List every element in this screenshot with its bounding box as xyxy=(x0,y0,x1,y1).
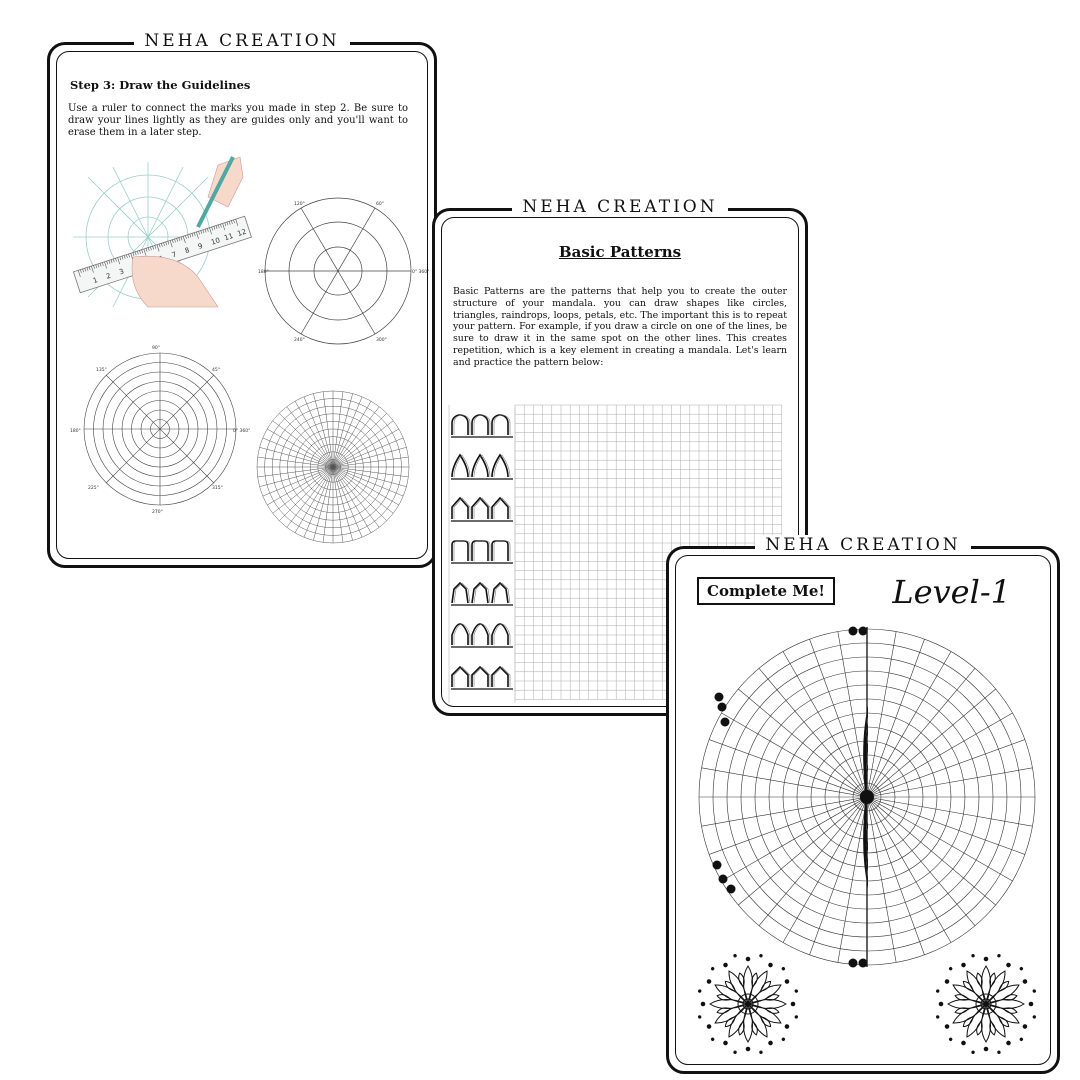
mandala-dot xyxy=(721,718,730,727)
mandala-dot xyxy=(768,963,773,968)
ruler-number: 2 xyxy=(105,271,112,281)
mandala-dot xyxy=(1033,990,1036,993)
mandala-petal xyxy=(948,1000,986,1009)
degree-label: 60° xyxy=(376,202,384,207)
ruler-number: 12 xyxy=(236,227,248,239)
mandala-dot xyxy=(972,1051,975,1054)
brand-header xyxy=(435,197,805,217)
ruler-number: 11 xyxy=(223,231,235,243)
polar-grid xyxy=(84,353,236,505)
mandala-dot xyxy=(723,1041,728,1046)
mandala-dot xyxy=(997,1051,1000,1054)
degree-label: 180° xyxy=(70,429,81,434)
mandala-center xyxy=(860,790,874,804)
pattern-shape xyxy=(452,541,468,561)
ruler-illustration xyxy=(68,157,248,307)
mandala-dot xyxy=(795,990,798,993)
polar-chart-eight-sections xyxy=(70,343,250,515)
mandala-dot xyxy=(1023,979,1028,984)
degree-label: 45° xyxy=(212,368,220,373)
mandala-dot xyxy=(936,990,939,993)
pattern-shape xyxy=(492,541,508,561)
mandala-dot xyxy=(1020,1038,1023,1041)
mandala-petal xyxy=(744,966,753,1004)
mandala-dot xyxy=(759,954,762,957)
mandala-dot xyxy=(734,954,737,957)
mandala-dot xyxy=(1020,967,1023,970)
mandala-dot xyxy=(859,959,868,968)
mandala-dot xyxy=(936,1015,939,1018)
mandala-dot xyxy=(1006,963,1011,968)
mandala-dot xyxy=(984,1047,988,1051)
ruler-number: 10 xyxy=(210,236,222,247)
mandala-dot xyxy=(949,967,952,970)
mandala-sample-left xyxy=(693,949,803,1059)
complete-me-badge: Complete Me! xyxy=(697,577,835,605)
mandala-dot xyxy=(718,703,727,712)
polar-grid xyxy=(257,391,409,543)
mandala-dot xyxy=(746,957,750,961)
mandala-petal xyxy=(744,1004,753,1042)
page-title: Basic Patterns xyxy=(558,243,682,261)
degree-label: 120° xyxy=(294,202,305,207)
mandala-dot xyxy=(734,1051,737,1054)
mandala-dot xyxy=(945,1024,950,1029)
ruler-number: 1 xyxy=(92,275,99,285)
pattern-shape xyxy=(452,667,468,687)
mandala-dot xyxy=(711,1038,714,1041)
degree-label: 0° 360° xyxy=(233,429,251,434)
mandala-dot xyxy=(984,957,988,961)
mandala-petal xyxy=(748,1000,786,1009)
mandala-dot xyxy=(961,1041,966,1046)
ruler-number: 3 xyxy=(118,267,126,277)
mandala-dot xyxy=(727,885,736,894)
mandala-petal xyxy=(982,966,991,1004)
degree-label: 240° xyxy=(294,338,305,343)
mandala-dot xyxy=(785,1024,790,1029)
pattern-shape xyxy=(492,498,508,519)
ruler-number: 8 xyxy=(183,246,191,256)
pattern-shape xyxy=(452,415,468,435)
page-step3-guidelines xyxy=(47,31,437,568)
mandala-dot xyxy=(759,1051,762,1054)
pattern-shape xyxy=(472,498,488,519)
mandala-dot xyxy=(945,979,950,984)
mandala-dot xyxy=(782,1038,785,1041)
mandala-dot xyxy=(849,627,858,636)
mandala-lines xyxy=(936,954,1036,1054)
degree-label: 180° xyxy=(258,270,269,275)
brand-name: NEHA CREATION xyxy=(755,535,970,555)
step-heading: Step 3: Draw the Guidelines xyxy=(70,78,251,92)
mandala-lines xyxy=(698,954,798,1054)
degree-label: 300° xyxy=(376,338,387,343)
pattern-shape xyxy=(492,667,508,687)
polar-chart-dense xyxy=(255,387,427,553)
mandala-dot xyxy=(746,1047,750,1051)
mandala-dot xyxy=(939,1002,943,1006)
mandala-dot xyxy=(719,875,728,884)
polar-chart-six-sections xyxy=(258,195,428,345)
mandala-dot xyxy=(723,963,728,968)
mandala-dot xyxy=(698,990,701,993)
mandala-right-half xyxy=(860,627,1037,967)
mandala-petal xyxy=(982,1004,991,1042)
pattern-shape xyxy=(472,541,488,561)
brand-header xyxy=(669,535,1057,555)
mandala-dot xyxy=(698,1015,701,1018)
mandala-dot xyxy=(1033,1015,1036,1018)
pattern-shape xyxy=(492,415,508,435)
ruler-number: 7 xyxy=(170,250,178,260)
step-paragraph: Use a ruler to connect the marks you made in step 2. Be sure to draw your lines lightly as they are guides only and you'll want to erase them in a later step. xyxy=(68,103,408,138)
degree-label: 0° 360° xyxy=(412,270,430,275)
mandala-center xyxy=(984,1002,988,1006)
patterns-paragraph: Basic Patterns are the patterns that help you to create the outer structure of your mandala. you can draw shapes like circles, triangles, raindrops, loops, petals, etc. The important this is to repeat your pattern. For example, if you draw a circle on one of the lines, be sure to draw it in the same spot on the other lines. This creates repetition, which is a key element in creating a mandala. Let's learn and practice the pattern below: xyxy=(453,286,787,368)
mandala-sample-right xyxy=(931,949,1041,1059)
mandala-petal xyxy=(986,1000,1024,1009)
degree-label: 225° xyxy=(88,486,99,491)
mandala-dot xyxy=(849,959,858,968)
mandala-dot xyxy=(997,954,1000,957)
degree-label: 270° xyxy=(152,510,163,515)
degree-label: 90° xyxy=(152,346,160,351)
level-label: Level-1 xyxy=(892,573,1011,611)
mandala-dot xyxy=(791,1002,795,1006)
mandala-dot xyxy=(782,967,785,970)
page-complete-me xyxy=(666,535,1060,1074)
brand-header xyxy=(50,31,434,51)
mandala-dot xyxy=(961,963,966,968)
brand-name: NEHA CREATION xyxy=(512,197,727,217)
mandala-dot xyxy=(949,1038,952,1041)
pattern-shape xyxy=(472,667,488,687)
mandala-dot xyxy=(795,1015,798,1018)
mandala-center xyxy=(746,1002,750,1006)
brand-name: NEHA CREATION xyxy=(134,31,349,51)
mandala-dot xyxy=(713,861,722,870)
mandala-dot xyxy=(715,693,724,702)
half-mandala-polar-grid xyxy=(697,627,1037,967)
degree-label: 315° xyxy=(212,486,223,491)
pattern-shape xyxy=(472,415,488,435)
mandala-dot xyxy=(711,967,714,970)
mandala-dot xyxy=(859,627,868,636)
degree-label: 135° xyxy=(96,368,107,373)
mandala-dot xyxy=(707,1024,712,1029)
mandala-petal xyxy=(710,1000,748,1009)
mandala-dot xyxy=(785,979,790,984)
ruler-number: 9 xyxy=(197,241,204,251)
mandala-dot xyxy=(768,1041,773,1046)
mandala-dot xyxy=(1029,1002,1033,1006)
mandala-dot xyxy=(707,979,712,984)
mandala-dot xyxy=(1023,1024,1028,1029)
mandala-dot xyxy=(1006,1041,1011,1046)
mandala-dot xyxy=(701,1002,705,1006)
mandala-dot xyxy=(972,954,975,957)
pattern-shape xyxy=(452,498,468,519)
